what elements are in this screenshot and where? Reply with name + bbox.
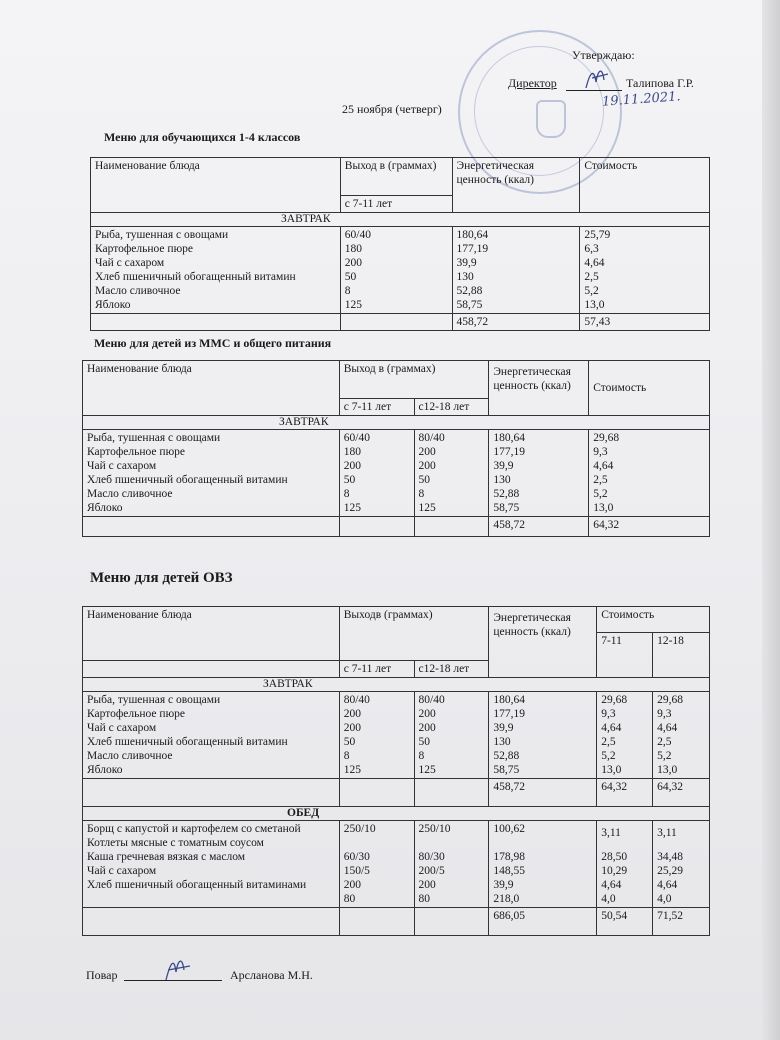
value: 178,98 [493, 851, 525, 863]
value: 80/40 [418, 694, 445, 706]
cook-label: Повар [86, 968, 118, 982]
value: 177,19 [456, 243, 489, 255]
list-item: Картофельное пюре [87, 708, 186, 720]
menu2-table [82, 360, 710, 537]
value: 180,64 [493, 432, 525, 444]
menu1-section-breakfast: ЗАВТРАК [91, 213, 710, 227]
value: 4,64 [657, 879, 678, 891]
value: 4,64 [657, 722, 678, 734]
signature-date: 19.11.2021. [601, 89, 682, 110]
menu2-total-energy: 458,72 [489, 517, 589, 537]
menu2-header-name: Наименование блюда [83, 361, 340, 416]
menu3-lunch-energy [489, 821, 597, 908]
menu2-energy [489, 430, 589, 517]
value: 50 [418, 474, 431, 486]
menu2-header-age2: с12-18 лет [414, 399, 489, 416]
value: 200 [343, 879, 361, 891]
value: 125 [418, 502, 436, 514]
menu3-lunch-items [83, 821, 340, 908]
menu3-lunch-output2 [414, 821, 489, 908]
value: 180,64 [456, 229, 489, 241]
menu-date: 25 ноября (четверг) [342, 102, 442, 116]
value: 9,3 [593, 446, 608, 458]
menu1-header-age1: с 7-11 лет [340, 196, 452, 213]
menu3-header-cost-b: 12-18 [653, 633, 710, 678]
value: 130 [493, 474, 511, 486]
menu3-header-cost-a: 7-11 [597, 633, 653, 678]
value: 148,55 [493, 865, 525, 877]
value: 125 [418, 764, 436, 776]
menu3-section-breakfast: ЗАВТРАК [83, 678, 710, 692]
value: 200 [418, 446, 436, 458]
menu2-output1 [339, 430, 414, 517]
value: 4,64 [584, 257, 605, 269]
menu3-breakfast-total-cost-b: 64,32 [653, 779, 710, 807]
menu3-lunch-total-energy: 686,05 [489, 908, 597, 936]
value: 25,79 [584, 229, 611, 241]
menu1-total-cost: 57,43 [580, 314, 710, 331]
value: 200 [343, 460, 361, 472]
value: 150/5 [343, 865, 370, 877]
value: 5,2 [593, 488, 608, 500]
list-item: Борщ с капустой и картофелем со сметаной [87, 823, 301, 835]
value: 125 [344, 299, 363, 311]
value: 80 [418, 893, 431, 905]
menu1-output [340, 227, 452, 314]
menu3-section-lunch: ОБЕД [83, 807, 710, 821]
director-label: Директор [508, 76, 557, 90]
value: 8 [343, 750, 350, 762]
value: 200 [418, 879, 436, 891]
cook-signature [160, 950, 194, 984]
value: 60/40 [343, 432, 370, 444]
value: 2,5 [657, 736, 672, 748]
menu2-items [83, 430, 340, 517]
value: 200 [343, 708, 361, 720]
value: 8 [418, 488, 425, 500]
value: 9,3 [657, 708, 672, 720]
menu3-header-energy: Энергетическая ценность (ккал) [489, 607, 597, 678]
list-item: Чай с сахаром [87, 460, 157, 472]
list-item: Хлеб пшеничный обогащенный витамин [87, 474, 288, 486]
menu1-header-cost: Стоимость [580, 158, 710, 213]
menu3-lunch-total-cost-a: 50,54 [597, 908, 653, 936]
menu3-header-age2: с12-18 лет [414, 661, 489, 678]
value: 13,0 [593, 502, 614, 514]
value: 80/30 [418, 851, 445, 863]
value: 39,9 [456, 257, 477, 269]
value: 200/5 [418, 865, 445, 877]
value: 100,62 [493, 823, 525, 835]
menu3-header-output: Выходв (граммах) [339, 607, 489, 661]
menu3-breakfast-total-energy: 458,72 [489, 779, 597, 807]
value: 200 [418, 722, 436, 734]
value: 177,19 [493, 446, 525, 458]
cook-name: Арсланова М.Н. [230, 968, 313, 982]
menu3-header-age1: с 7-11 лет [339, 661, 414, 678]
list-item: Чай с сахаром [87, 865, 157, 877]
menu2-header-cost: Стоимость [589, 361, 710, 416]
value: 58,75 [493, 502, 520, 514]
menu3-lunch-total-cost-b: 71,52 [653, 908, 710, 936]
value: 130 [456, 271, 474, 283]
value: 80/40 [418, 432, 445, 444]
list-item: Масло сливочное [87, 750, 173, 762]
list-item: Хлеб пшеничный обогащенный витамин [95, 271, 296, 283]
value: 180,64 [493, 694, 525, 706]
value: 9,3 [601, 708, 616, 720]
approve-label: Утверждаю: [572, 48, 635, 62]
menu3-breakfast-items [83, 692, 340, 779]
menu1-energy [452, 227, 580, 314]
value: 50 [343, 736, 356, 748]
stamp-emblem [536, 100, 566, 138]
value: 6,3 [584, 243, 599, 255]
value: 200 [418, 708, 436, 720]
value: 4,64 [601, 722, 622, 734]
value: 58,75 [493, 764, 520, 776]
value: 13,0 [601, 764, 622, 776]
menu2-cost [589, 430, 710, 517]
value: 50 [344, 271, 357, 283]
menu3-header-cost: Стоимость [597, 607, 710, 633]
paper-edge [762, 0, 780, 1040]
value: 200 [343, 722, 361, 734]
list-item: Чай с сахаром [87, 722, 157, 734]
value: 4,64 [601, 879, 622, 891]
value: 52,88 [456, 285, 483, 297]
list-item: Яблоко [87, 502, 123, 514]
value: 180 [343, 446, 361, 458]
value: 4,0 [657, 893, 672, 905]
value: 5,2 [601, 750, 616, 762]
value: 2,5 [584, 271, 599, 283]
menu2-total-cost: 64,32 [589, 517, 710, 537]
value: 125 [343, 502, 361, 514]
value: 52,88 [493, 488, 520, 500]
value: 130 [493, 736, 511, 748]
menu1-title: Меню для обучающихся 1-4 классов [104, 130, 301, 144]
list-item: Картофельное пюре [95, 243, 194, 255]
menu2-section-breakfast: ЗАВТРАК [83, 416, 710, 430]
list-item: Яблоко [95, 299, 131, 311]
list-item: Рыба, тушенная с овощами [95, 229, 229, 241]
value: 8 [344, 285, 351, 297]
value: 60/30 [343, 851, 370, 863]
menu1-items [91, 227, 341, 314]
value: 5,2 [657, 750, 672, 762]
menu3-title: Меню для детей ОВЗ [90, 570, 233, 586]
menu1-header-name: Наименование блюда [91, 158, 341, 196]
value: 218,0 [493, 893, 520, 905]
value: 60/40 [344, 229, 371, 241]
menu3-breakfast-cost-b [653, 692, 710, 779]
value: 34,48 [657, 851, 683, 863]
value: 4,64 [593, 460, 614, 472]
list-item: Хлеб пшеничный обогащенный витаминами [87, 879, 307, 891]
value: 200 [418, 460, 436, 472]
menu3-lunch-cost-a [597, 821, 653, 908]
value: 28,50 [601, 851, 628, 863]
value: 8 [418, 750, 425, 762]
value: 50 [418, 736, 431, 748]
menu1-total-energy: 458,72 [452, 314, 580, 331]
list-item: Рыба, тушенная с овощами [87, 694, 221, 706]
menu1-cost [580, 227, 710, 314]
list-item: Котлеты мясные с томатным соусом [87, 837, 264, 849]
value: 5,2 [584, 285, 599, 297]
list-item: Яблоко [87, 764, 123, 776]
list-item: Масло сливочное [95, 285, 181, 297]
director-signature [582, 62, 612, 92]
value: 52,88 [493, 750, 520, 762]
value: 39,9 [493, 879, 514, 891]
menu2-header-output: Выход в (граммах) [339, 361, 489, 399]
value: 177,19 [493, 708, 525, 720]
menu2-title: Меню для детей из ММС и общего питания [94, 336, 332, 350]
list-item: Картофельное пюре [87, 446, 186, 458]
value: 4,0 [601, 893, 616, 905]
value: 200 [344, 257, 363, 269]
value: 250/10 [418, 823, 451, 835]
menu2-header-age1: с 7-11 лет [339, 399, 414, 416]
menu3-header-name: Наименование блюда [83, 607, 340, 661]
value: 8 [343, 488, 350, 500]
menu1-header-output: Выход в (граммах) [340, 158, 452, 196]
menu3-breakfast-energy [489, 692, 597, 779]
value: 13,0 [584, 299, 605, 311]
value: 2,5 [593, 474, 608, 486]
list-item: Хлеб пшеничный обогащенный витамин [87, 736, 288, 748]
value: 125 [343, 764, 361, 776]
menu2-output2 [414, 430, 489, 517]
value: 50 [343, 474, 356, 486]
value: 80 [343, 893, 356, 905]
value: 25,29 [657, 865, 683, 877]
value: 13,0 [657, 764, 678, 776]
menu3-breakfast-cost-a [597, 692, 653, 779]
list-item: Каша гречневая вязкая с маслом [87, 851, 246, 863]
menu3-table [82, 606, 710, 936]
list-item: Чай с сахаром [95, 257, 165, 269]
menu3-lunch-output1 [339, 821, 414, 908]
director-name: Талипова Г.Р. [626, 76, 694, 90]
menu1-table [90, 157, 710, 331]
menu3-breakfast-output2 [414, 692, 489, 779]
list-item: Рыба, тушенная с овощами [87, 432, 221, 444]
value: 39,9 [493, 460, 514, 472]
menu2-header-energy: Энергетическая ценность (ккал) [489, 361, 589, 416]
value: 10,29 [601, 865, 628, 877]
value: 250/10 [343, 823, 376, 835]
value: 29,68 [657, 694, 683, 706]
value: 29,68 [593, 432, 620, 444]
value: 2,5 [601, 736, 616, 748]
value: 29,68 [601, 694, 628, 706]
value: 3,11 [657, 827, 677, 839]
list-item: Масло сливочное [87, 488, 173, 500]
value: 180 [344, 243, 363, 255]
menu1-header-energy: Энергетическая ценность (ккал) [452, 158, 580, 213]
value: 39,9 [493, 722, 514, 734]
menu3-breakfast-total-cost-a: 64,32 [597, 779, 653, 807]
value: 3,11 [601, 827, 621, 839]
menu3-breakfast-output1 [339, 692, 414, 779]
value: 80/40 [343, 694, 370, 706]
value: 58,75 [456, 299, 483, 311]
menu3-lunch-cost-b [653, 821, 710, 908]
